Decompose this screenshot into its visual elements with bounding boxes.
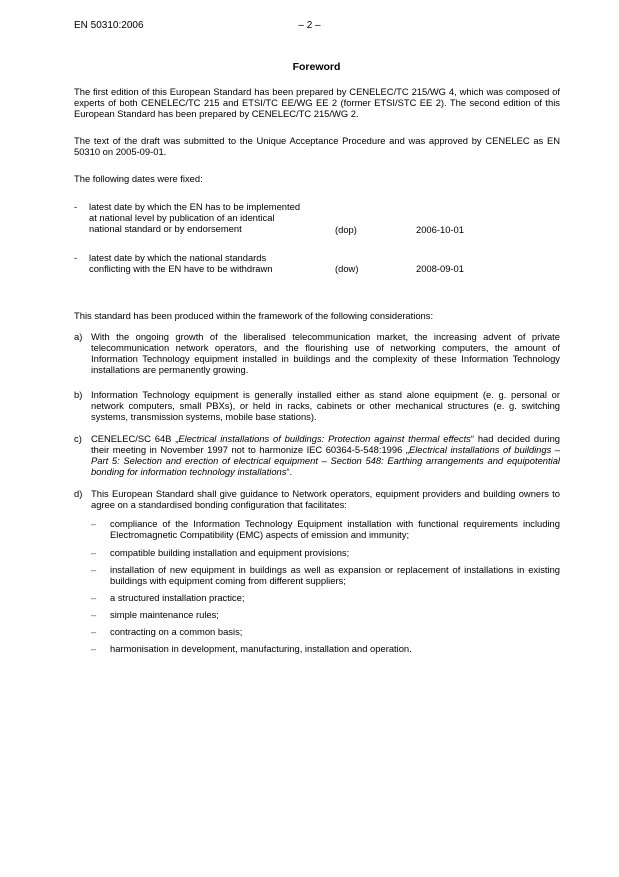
- date-value: 2006-10-01: [416, 224, 464, 235]
- framework-intro: This standard has been produced within the framework of the following considerations:: [74, 310, 434, 321]
- date-abbreviation: (dow): [335, 263, 359, 274]
- list-dash: –: [91, 547, 97, 558]
- page-title: Foreword: [292, 61, 341, 73]
- list-dash: –: [91, 592, 97, 603]
- date-item-description: latest date by which the national standards conflicting with the EN have to be withdrawn: [89, 252, 273, 274]
- list-dash: –: [91, 564, 97, 575]
- date-item-description: latest date by which the EN has to be implemented at national level by publication of an identical national standard or by endorsement: [89, 201, 301, 234]
- cited-title-2: Electrical installations of buildings – Part 5: Selection and erection of electrical equipment – Section 548: Earthing arrangements and equipotential bonding for information technology installations: [91, 444, 560, 477]
- item-text: CENELEC/SC 64B „Electrical installations of buildings: Protection against thermal effects“ had decided during their meeting in November 1997 not to harmonize IEC 60364-5-548:1996 „Electrical installations of buildings – Part 5: Selection and erection of electrical equipment – Section 548: Earthing arrangements and equipotential bonding for information technology installations“.: [91, 433, 560, 477]
- intro-paragraph-2: The text of the draft was submitted to the Unique Acceptance Procedure and was approved by CENELEC as EN 50310 on 2005-09-01.: [74, 135, 560, 157]
- item-text: With the ongoing growth of the liberalised telecommunication market, the increasing advent of private telecommunication network operators, and the flourishing use of networking computers, the amount of Information Technology equipment installed in buildings and the complexity of these Information Technology installations are permanently growing.: [91, 331, 560, 375]
- list-dash: –: [91, 518, 97, 529]
- item-label: c): [74, 433, 82, 444]
- item-label: a): [74, 331, 83, 342]
- item-label: b): [74, 389, 83, 400]
- page-number: – 2 –: [298, 20, 321, 31]
- intro-paragraph-3: The following dates were fixed:: [74, 173, 203, 184]
- date-value: 2008-09-01: [416, 263, 464, 274]
- cited-title-1: Electrical installations of buildings: Protection against thermal effects: [178, 433, 471, 444]
- list-dash: -: [74, 201, 78, 212]
- item-label: d): [74, 488, 83, 499]
- item-text: Information Technology equipment is generally installed either as stand alone equipment (e. g. personal or network computers, small PBXs), or held in racks, cabinets or other mechanical structures (e. g. switching systems, transmission systems, mobile base stations).: [91, 389, 560, 422]
- list-dash: –: [91, 626, 97, 637]
- intro-paragraph-1: The first edition of this European Standard has been prepared by CENELEC/TC 215/WG 4, which was composed of experts of both CENELEC/TC 215 and ETSI/TC EE/WG EE 2 (former ETSI/STC EE 2). The second edition of this European Standard has been prepared by CENELEC/TC 215/WG 2.: [74, 86, 560, 119]
- list-dash: –: [91, 609, 97, 620]
- list-dash: -: [74, 252, 78, 263]
- list-dash: –: [91, 643, 97, 654]
- document-id: EN 50310:2006: [74, 20, 144, 31]
- item-text: This European Standard shall give guidance to Network operators, equipment providers and building owners to agree on a standardised bonding configuration that facilitates:: [91, 488, 560, 510]
- date-abbreviation: (dop): [335, 224, 357, 235]
